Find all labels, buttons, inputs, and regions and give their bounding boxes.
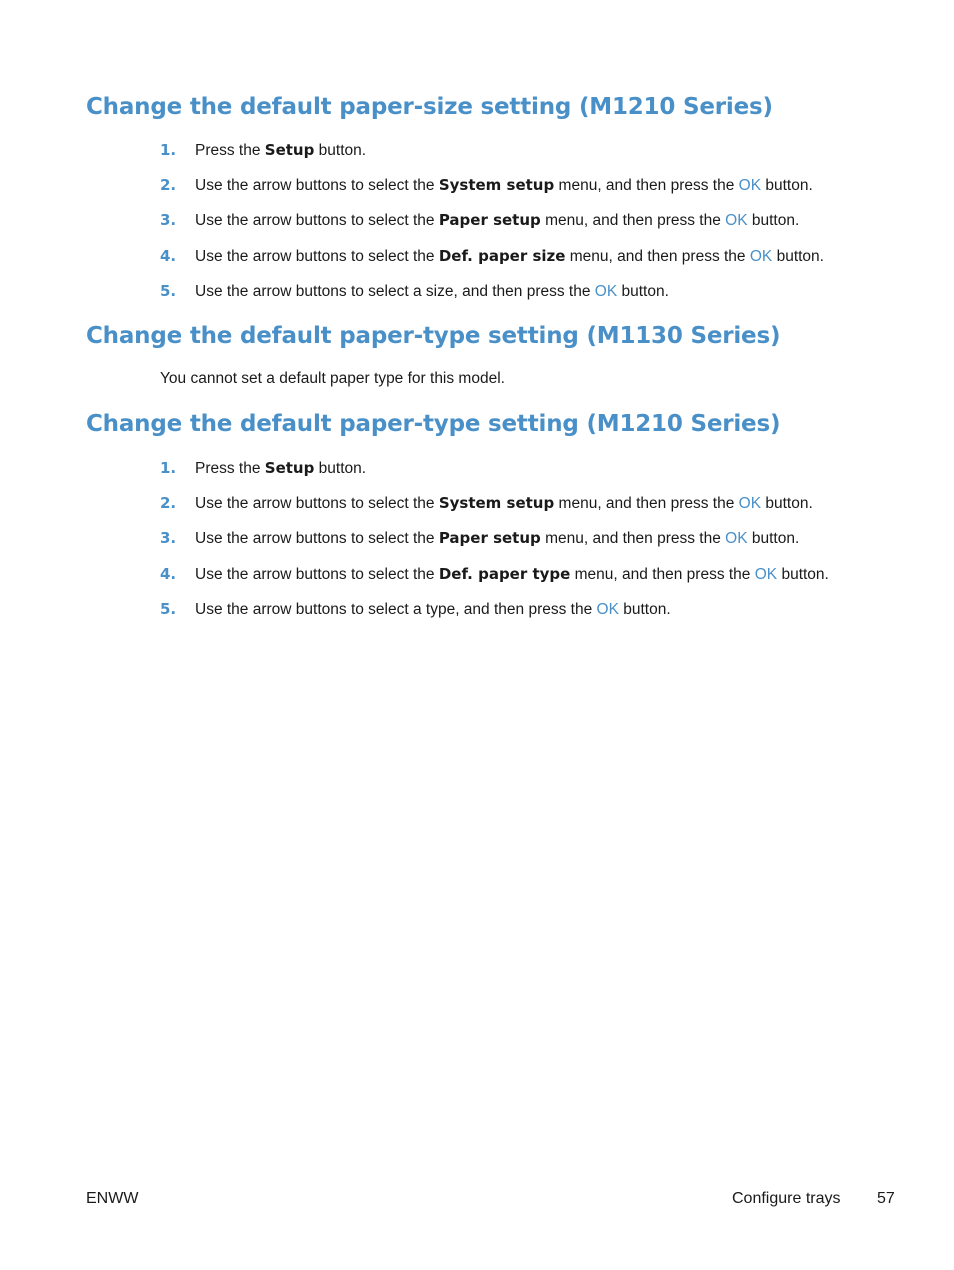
menu-name: Paper setup: [438, 529, 541, 548]
ok-button-ref: OK: [594, 282, 618, 300]
ok-button-ref: OK: [596, 600, 619, 618]
step-text: Use the arrow buttons to select the System setup menu, and then press the OK button.: [195, 494, 813, 513]
ok-button-ref: OK: [738, 495, 762, 513]
menu-name: System setup: [438, 176, 555, 195]
step-text: Use the arrow buttons to select the Def. paper type menu, and then press the OK button.: [195, 564, 829, 583]
footer-left-label: ENWW: [86, 1190, 139, 1207]
step-number: 4.: [160, 246, 177, 265]
step-number: 5.: [160, 599, 177, 618]
menu-name: Def. paper type: [438, 564, 571, 583]
paragraph-no-default-type: You cannot set a default paper type for this model.: [160, 370, 505, 387]
ok-button-ref: OK: [738, 177, 762, 195]
step-text: Use the arrow buttons to select the System setup menu, and then press the OK button.: [195, 176, 813, 195]
step-number: 2.: [160, 494, 177, 513]
step-text: Use the arrow buttons to select a type, and then press the OK button.: [195, 600, 671, 618]
ok-button-ref: OK: [725, 212, 748, 230]
step-text: Use the arrow buttons to select the Def. paper size menu, and then press the OK button.: [195, 246, 824, 265]
menu-name: Def. paper size: [438, 246, 566, 265]
section-title-paper-size-m1210: Change the default paper-size setting (M1210 Series): [86, 94, 773, 120]
ok-button-ref: OK: [749, 247, 773, 265]
step-number: 1.: [160, 459, 177, 477]
step-text: Use the arrow buttons to select the Paper setup menu, and then press the OK button.: [195, 529, 800, 548]
button-name: Setup: [264, 459, 315, 477]
step-number: 1.: [160, 141, 177, 159]
step-number: 4.: [160, 564, 177, 583]
footer-section-name: Configure trays: [732, 1190, 841, 1207]
step-text: Use the arrow buttons to select the Paper setup menu, and then press the OK button.: [195, 211, 800, 230]
page-number: 57: [877, 1190, 895, 1207]
section-title-paper-type-m1210: Change the default paper-type setting (M1210 Series): [86, 411, 781, 437]
step-text: Press the Setup button.: [195, 141, 367, 159]
menu-name: System setup: [438, 494, 555, 513]
menu-name: Paper setup: [438, 211, 541, 230]
ok-button-ref: OK: [754, 565, 778, 583]
button-name: Setup: [264, 141, 315, 159]
step-number: 3.: [160, 529, 177, 548]
ok-button-ref: OK: [725, 530, 748, 548]
step-text: Press the Setup button.: [195, 459, 367, 477]
section-title-paper-type-m1130: Change the default paper-type setting (M1130 Series): [86, 323, 781, 349]
step-text: Use the arrow buttons to select a size, and then press the OK button.: [195, 282, 669, 300]
step-number: 3.: [160, 211, 177, 230]
step-number: 2.: [160, 176, 177, 195]
step-number: 5.: [160, 281, 177, 300]
